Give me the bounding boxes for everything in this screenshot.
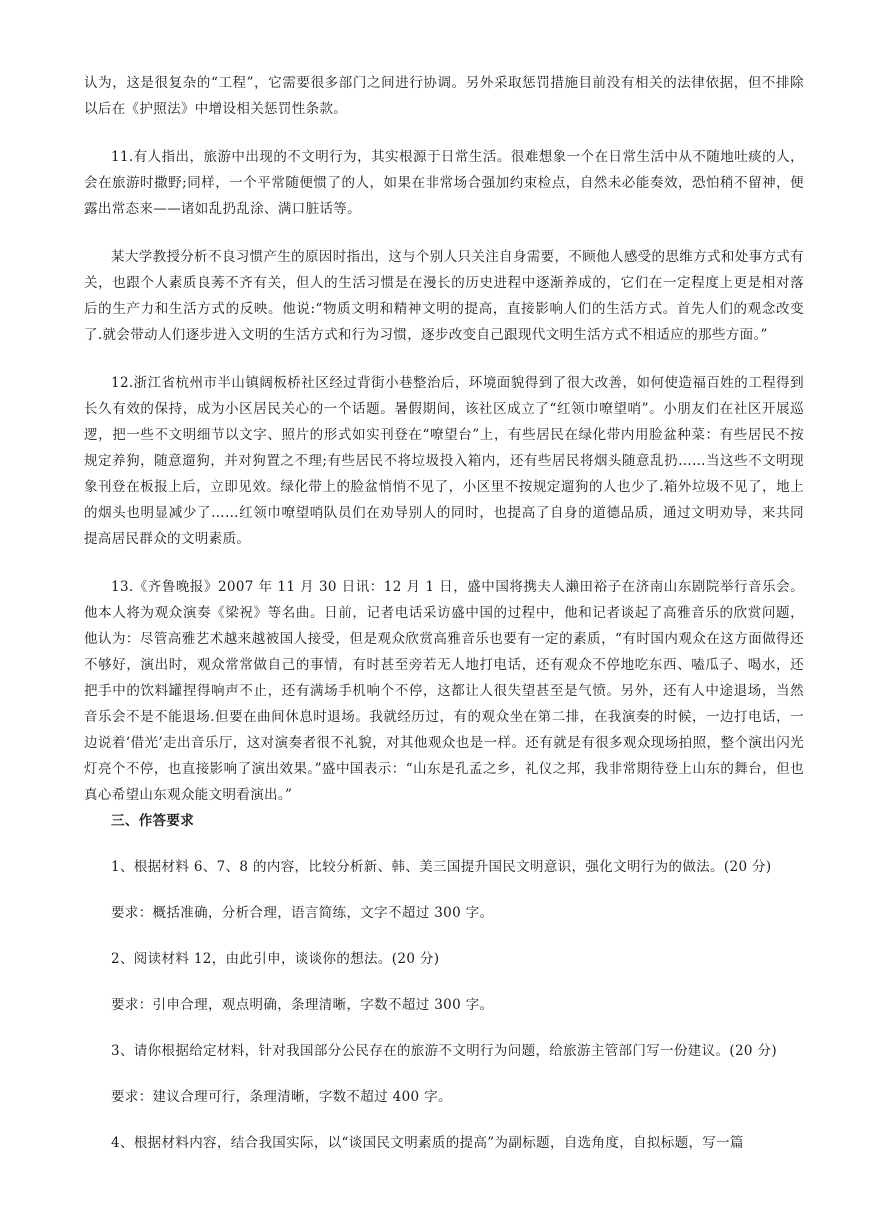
question-4: 4、根据材料内容，结合我国实际，以“谈国民文明素质的提高”为副标题，自选角度，自拟标题，写一篇 [111, 1135, 744, 1151]
paragraph-professor-analysis: 某大学教授分析不良习惯产生的原因时指出，这与个别人只关注自身需要，不顾他人感受的思维方式和处事方式有关，也跟个人素质良莠不齐有关，但人的生活习惯是在漫长的历史进程中逐渐养成的，它们在一定程度上更是相对落后的生产力和生活方式的反映。他说:“物质文明和精神文明的提高，直接影响人们的生活方式。首先人们的观念改变了.就会带动人们逐步进入文明的生活方式和行为习惯，逐步改变自己跟现代文明生活方式不相适应的那些方面。” [84, 249, 804, 343]
question-1: 1、根据材料 6、7、8 的内容，比较分析新、韩、美三国提升国民文明意识，强化文明行为的做法。(20 分) [111, 859, 772, 875]
question-2-requirement: 要求：引申合理，观点明确，条理清晰，字数不超过 300 字。 [111, 997, 494, 1013]
paragraph-material-11: 11.有人指出，旅游中出现的不文明行为，其实根源于日常生活。很难想象一个在日常生活中从不随地吐痰的人，会在旅游时撒野;同样，一个平常随便惯了的人，如果在非常场合强加约束检点，自然未必能奏效，恐怕稍不留神，便露出常态来——诸如乱扔乱涂、满口脏话等。 [84, 149, 804, 217]
paragraph-material-12: 12.浙江省杭州市半山镇阔板桥社区经过背街小巷整治后，环境面貌得到了很大改善，如何使造福百姓的工程得到长久有效的保持，成为小区居民关心的一个话题。暑假期间，该社区成立了“红领巾嘹望哨”。小朋友们在社区开展巡逻，把一些不文明细节以文字、照片的形式如实刊登在“嘹望台”上，有些居民在绿化带内用脸盆种菜：有些居民不按规定养狗，随意遛狗，并对狗置之不理;有些居民不将垃圾投入箱内，还有些居民将烟头随意乱扔……当这些不文明现象刊登在板报上后，立即见效。绿化带上的脸盆悄悄不见了，小区里不按规定遛狗的人也少了.箱外垃圾不见了，地上的烟头也明显减少了……红领巾嘹望哨队员们在劝导别人的同时，也提高了自身的道德品质，通过文明劝导，来共同提高居民群众的文明素质。 [84, 375, 804, 547]
question-1-requirement: 要求：概括准确，分析合理，语言简练，文字不超过 300 字。 [111, 905, 494, 921]
document-page [84, 70, 804, 1156]
question-3: 3、请你根据给定材料，针对我国部分公民存在的旅游不文明行为问题，给旅游主管部门写一份建议。(20 分) [111, 1043, 777, 1059]
paragraph-material-13: 13.《齐鲁晚报》2007 年 11 月 30 日讯：12 月 1 日，盛中国将携夫人濑田裕子在济南山东剧院举行音乐会。他本人将为观众演奏《梁祝》等名曲。日前，记者电话采访盛中国的过程中，他和记者谈起了高雅音乐的欣赏问题，他认为：尽管高雅艺术越来越被国人接受，但是观众欣赏高雅音乐也要有一定的素质，“有时国内观众在这方面做得还不够好，演出时，观众常常做自己的事情，有时甚至旁若无人地打电话，还有观众不停地吃东西、嗑瓜子、喝水，还把手中的饮料罐捏得响声不止，还有满场手机响个不停，这都让人很失望甚至是气愤。另外，还有人中途退场，当然音乐会不是不能退场.但要在曲间休息时退场。我就经历过，有的观众坐在第二排，在我演奏的时候，一边打电话，一边说着‘借光’走出音乐厅，这对演奏者很不礼貌，对其他观众也是一样。还有就是有很多观众现场拍照，整个演出闪光灯亮个不停，也直接影响了演出效果。”盛中国表示：“山东是孔孟之乡，礼仪之邦，我非常期待登上山东的舞台，但也真心希望山东观众能文明看演出。” [84, 579, 804, 803]
paragraph-continuation: 认为，这是很复杂的“工程”，它需要很多部门之间进行协调。另外采取惩罚措施目前没有相关的法律依据，但不排除以后在《护照法》中增设相关惩罚性条款。 [84, 75, 804, 117]
question-3-requirement: 要求：建议合理可行，条理清晰，字数不超过 400 字。 [111, 1089, 452, 1105]
section-heading: 三、作答要求 [111, 813, 195, 829]
question-2: 2、阅读材料 12，由此引申，谈谈你的想法。(20 分) [111, 951, 440, 967]
